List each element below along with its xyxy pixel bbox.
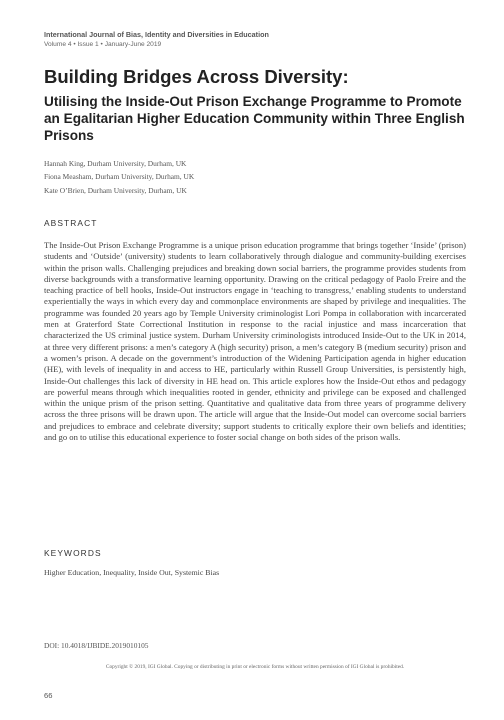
author-line: Hannah King, Durham University, Durham, UK xyxy=(44,159,187,168)
article-title: Building Bridges Across Diversity: xyxy=(44,66,349,87)
copyright-notice: Copyright © 2019, IGI Global. Copying or distributing in print or electronic forms without written permission of IGI Global is prohibited. xyxy=(105,664,405,670)
keywords-heading: KEYWORDS xyxy=(44,548,102,558)
article-subtitle: Utilising the Inside-Out Prison Exchange Programme to Promote an Egalitarian Higher Education Community within Three English Prisons xyxy=(44,94,465,143)
abstract-text: The Inside-Out Prison Exchange Programme is a unique prison education programme that brings together ‘Inside’ (prison) students and ‘Outside’ (university) students to learn collaboratively through dialogue and community-building exercises within the prison walls. Challenging prejudices and breaking down social barriers, the programme provides students from diverse backgrounds with a transformative learning opportunity. Drawing on the critical pedagogy of Paolo Freire and the teaching practice of bell hooks, Inside-Out instructors engage in ‘teaching to transgress,’ enabling students to understand experientially the ways in which every day and commonplace environments are shaped by privilege and inequalities. The programme was founded 20 years ago by Temple University criminologist Lori Pompa in collaboration with incarcerated men at Graterford State Correctional Institution in response to the racial injustice and mass incarceration that characterized the US criminal justice system. Durham University criminologists introduced Inside-Out to the UK in 2014, at three very different prisons: a men’s category A (high security) prison, a men’s category B (medium security) prison and a women’s prison. A decade on the government’s introduction of the Widening Participation agenda in higher education (HE), with levels of inequality in and access to HE, particularly within Russell Group Universities, is persistently high, Inside-Out challenges this lack of diversity in HE head on. This article explores how the Inside-Out ethos and pedagogy are powerful means through which inequalities rooted in gender, ethnicity and privilege can be exposed and challenged within the unique prism of the prison setting. Quantitative and qualitative data from three years of programme delivery across the three prisons will be drawn upon. The article will argue that the Inside-Out model can overcome social barriers and prejudices to embrace and celebrate diversity; support students to critically explore their own beliefs and identities; and go on to utilise this educational experience to foster social change on both sides of the prison walls. xyxy=(44,240,466,443)
keywords-text: Higher Education, Inequality, Inside Out, Systemic Bias xyxy=(44,568,220,577)
author-list xyxy=(44,157,194,197)
abstract-heading: ABSTRACT xyxy=(44,218,98,228)
journal-name: International Journal of Bias, Identity and Diversities in Education xyxy=(44,30,269,39)
doi-link[interactable]: DOI: 10.4018/IJBIDE.2019010105 xyxy=(44,641,149,650)
author-line: Fiona Measham, Durham University, Durham, UK xyxy=(44,172,195,182)
page-number: 66 xyxy=(44,691,53,700)
issue-info: Volume 4 • Issue 1 • January-June 2019 xyxy=(44,41,162,48)
author-line: Kate O’Brien, Durham University, Durham, UK xyxy=(44,185,187,195)
